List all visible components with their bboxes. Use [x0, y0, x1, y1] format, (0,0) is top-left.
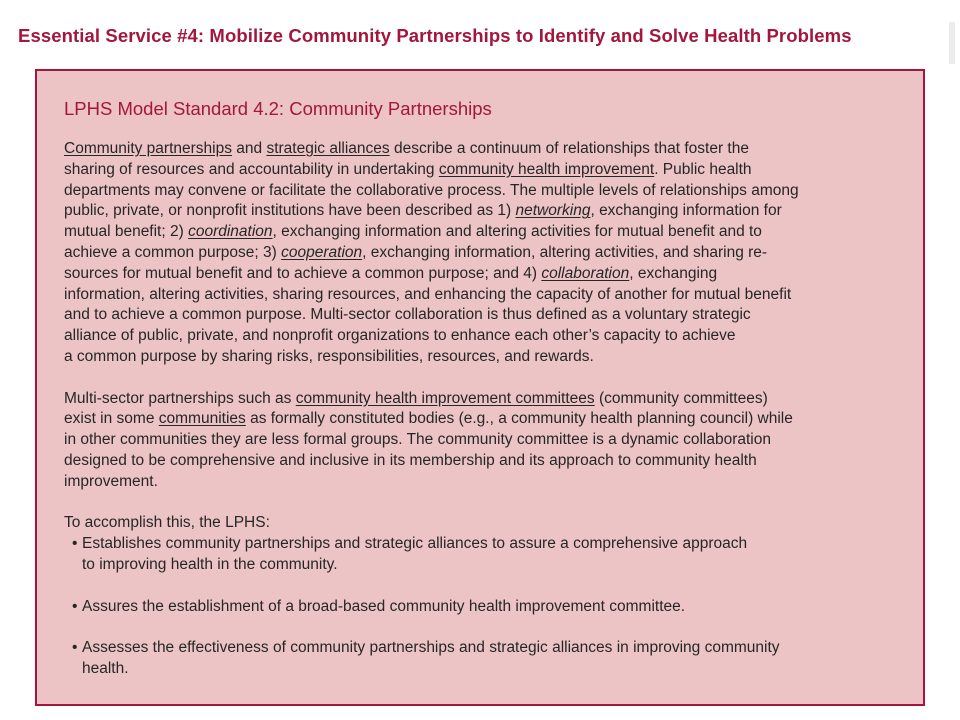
- text-line: health.: [82, 659, 129, 677]
- text-run: as formally constituted bodies (e.g., a community health planning council) while: [245, 410, 793, 428]
- text-run: , exchanging: [629, 264, 718, 282]
- text-run: achieve a common purpose; 3): [64, 243, 282, 261]
- list-item: [72, 638, 914, 680]
- paragraph-committees: [64, 389, 914, 493]
- standard-box: [35, 69, 925, 706]
- text-run: Multi-sector partnerships such as: [64, 389, 296, 407]
- page-title: Essential Service #4: Mobilize Community Partnerships to Identify and Solve Health Problems: [18, 25, 852, 46]
- text-run: sharing of resources and accountability in undertaking: [64, 160, 439, 178]
- text-line: [64, 222, 914, 243]
- text-line: to improving health in the community.: [82, 555, 338, 573]
- text-line: [64, 160, 914, 181]
- link-strategic-alliances[interactable]: strategic alliances: [266, 140, 390, 157]
- text-run: , exchanging information and altering activities for mutual benefit and to: [272, 223, 762, 241]
- bullet-icon: •: [72, 535, 78, 553]
- link-community-health-improvement-committees[interactable]: community health improvement committees: [295, 389, 595, 407]
- list-item: [72, 597, 914, 618]
- text-run: . Public health: [654, 160, 752, 178]
- text-run: sources for mutual benefit and to achieve a common purpose; and 4): [64, 264, 542, 282]
- text-run: describe a continuum of relationships that foster the: [389, 140, 749, 157]
- link-community-partnerships[interactable]: Community partnerships: [64, 140, 232, 157]
- standard-title: LPHS Model Standard 4.2: Community Partnerships: [64, 98, 492, 119]
- text-line: a common purpose by sharing risks, responsibilities, resources, and rewards.: [64, 347, 594, 365]
- text-line: Establishes community partnerships and strategic alliances to assure a comprehensive approach: [82, 535, 748, 553]
- link-community-health-improvement[interactable]: community health improvement: [438, 160, 655, 178]
- bullet-icon: •: [72, 597, 78, 615]
- text-run: , exchanging information for: [590, 202, 782, 220]
- text-run: , exchanging information, altering activities, and sharing re-: [362, 243, 768, 261]
- text-line: alliance of public, private, and nonprofit organizations to enhance each other’s capacity to achieve: [64, 327, 736, 345]
- text-line: [64, 389, 914, 410]
- list-item: [72, 534, 914, 576]
- lphs-bullet-list: [64, 534, 914, 680]
- text-run: and: [231, 140, 267, 157]
- text-line: Assesses the effectiveness of community partnerships and strategic alliances in improving community: [82, 639, 780, 657]
- text-line: Assures the establishment of a broad-based community health improvement committee.: [82, 597, 686, 615]
- text-line: [64, 201, 914, 222]
- link-networking[interactable]: networking: [515, 202, 591, 220]
- text-line: [64, 409, 914, 430]
- link-collaboration[interactable]: collaboration: [541, 264, 630, 282]
- text-run: (community committees): [594, 389, 768, 407]
- text-line: improvement.: [64, 472, 158, 490]
- link-coordination[interactable]: coordination: [188, 223, 273, 241]
- text-line: [64, 139, 914, 160]
- text-line: in other communities they are less formal groups. The community committee is a dynamic collaboration: [64, 431, 771, 449]
- paragraph-accomplish: [64, 513, 914, 534]
- text-run: mutual benefit; 2): [64, 223, 189, 241]
- text-line: departments may convene or facilitate the collaborative process. The multiple levels of relationships among: [64, 181, 799, 199]
- paragraph-definitions: [64, 139, 914, 368]
- standard-content: [64, 139, 914, 680]
- text-line: designed to be comprehensive and inclusive in its membership and its approach to community health: [64, 451, 757, 469]
- text-run: exist in some: [64, 410, 159, 428]
- link-communities[interactable]: communities: [158, 410, 246, 428]
- text-line: [64, 243, 914, 264]
- edge-divider: [949, 22, 955, 64]
- list-intro: To accomplish this, the LPHS:: [64, 514, 270, 532]
- text-line: [64, 264, 914, 285]
- text-line: and to achieve a common purpose. Multi-sector collaboration is thus defined as a voluntary strategic: [64, 306, 751, 324]
- text-run: public, private, or nonprofit institutions have been described as 1): [64, 202, 516, 220]
- text-line: information, altering activities, sharing resources, and enhancing the capacity of another for mutual benefit: [64, 285, 792, 303]
- link-cooperation[interactable]: cooperation: [281, 243, 363, 261]
- bullet-icon: •: [72, 639, 78, 657]
